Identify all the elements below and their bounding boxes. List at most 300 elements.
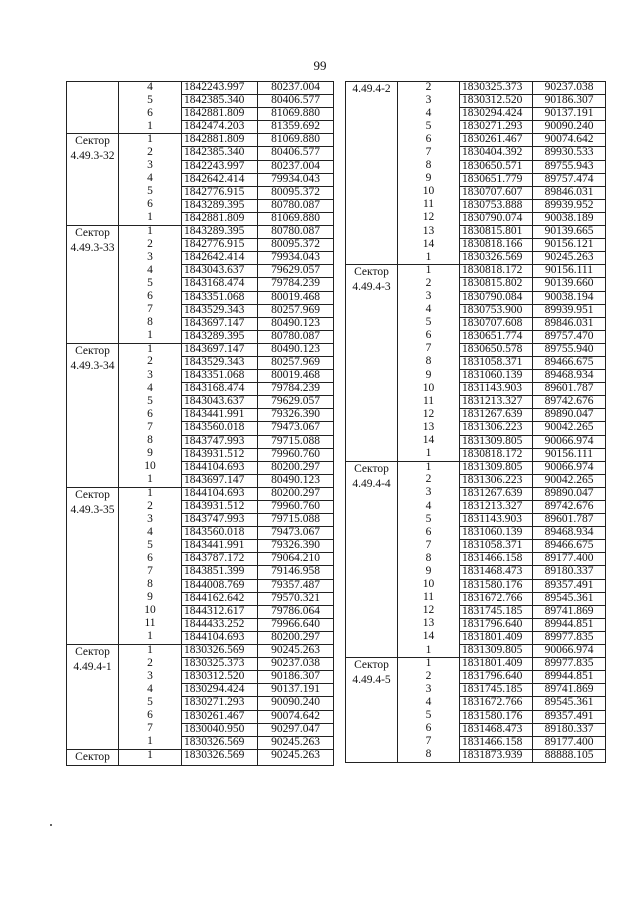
point-number-cell: 9	[398, 370, 460, 383]
point-number-cell: 7	[119, 304, 182, 317]
y-coordinate-cell: 79629.057	[258, 265, 334, 278]
point-number-cell: 5	[398, 317, 460, 330]
y-coordinate-cell: 79786.064	[258, 605, 334, 618]
x-coordinate-cell: 1830404.392	[460, 147, 533, 160]
y-coordinate-cell: 79715.088	[258, 514, 334, 527]
point-number-cell: 3	[119, 370, 182, 383]
x-coordinate-cell: 1830707.607	[460, 186, 533, 199]
point-number-cell: 8	[398, 749, 460, 762]
point-number-cell: 13	[398, 618, 460, 631]
x-coordinate-cell: 1844433.252	[182, 618, 258, 631]
y-coordinate-cell: 90066.974	[533, 645, 606, 658]
x-coordinate-cell: 1831873.939	[460, 749, 533, 762]
y-coordinate-cell: 90137.191	[258, 684, 334, 697]
point-number-cell: 6	[398, 330, 460, 343]
x-coordinate-cell: 1830325.373	[460, 82, 533, 95]
sector-label-cell: 4.49.4-2	[346, 82, 398, 265]
point-number-cell: 13	[398, 422, 460, 435]
y-coordinate-cell: 90038.189	[533, 212, 606, 225]
x-coordinate-cell: 1844104.693	[182, 487, 258, 500]
x-coordinate-cell: 1843351.068	[182, 291, 258, 304]
y-coordinate-cell: 89357.491	[533, 579, 606, 592]
x-coordinate-cell: 1830790.084	[460, 291, 533, 304]
y-coordinate-cell: 81069.880	[258, 212, 334, 225]
x-coordinate-cell: 1843168.474	[182, 383, 258, 396]
y-coordinate-cell: 89757.470	[533, 330, 606, 343]
point-number-cell: 3	[119, 160, 182, 173]
point-number-cell: 1	[398, 461, 460, 474]
y-coordinate-cell: 80490.123	[258, 343, 334, 356]
x-coordinate-cell: 1842243.997	[182, 82, 258, 95]
y-coordinate-cell: 79966.640	[258, 618, 334, 631]
point-number-cell: 2	[398, 671, 460, 684]
x-coordinate-cell: 1831058.371	[460, 540, 533, 553]
point-number-cell: 1	[119, 343, 182, 356]
point-number-cell: 10	[398, 186, 460, 199]
point-number-cell: 7	[398, 736, 460, 749]
y-coordinate-cell: 80019.468	[258, 370, 334, 383]
y-coordinate-cell: 90156.111	[533, 265, 606, 278]
y-coordinate-cell: 79784.239	[258, 278, 334, 291]
point-number-cell: 3	[398, 487, 460, 500]
point-number-cell: 4	[119, 82, 182, 95]
point-number-cell: 12	[398, 409, 460, 422]
x-coordinate-cell: 1830326.569	[182, 736, 258, 749]
y-coordinate-cell: 90237.038	[533, 82, 606, 95]
x-coordinate-cell: 1842243.997	[182, 160, 258, 173]
y-coordinate-cell: 81359.692	[258, 121, 334, 134]
x-coordinate-cell: 1843560.018	[182, 422, 258, 435]
point-number-cell: 5	[398, 121, 460, 134]
point-number-cell: 1	[119, 474, 182, 487]
point-number-cell: 8	[398, 160, 460, 173]
point-number-cell: 9	[119, 448, 182, 461]
y-coordinate-cell: 89177.400	[533, 553, 606, 566]
x-coordinate-cell: 1843289.395	[182, 330, 258, 343]
y-coordinate-cell: 89357.491	[533, 710, 606, 723]
y-coordinate-cell: 81069.880	[258, 108, 334, 121]
point-number-cell: 4	[119, 383, 182, 396]
x-coordinate-cell: 1843441.991	[182, 409, 258, 422]
x-coordinate-cell: 1831468.473	[460, 723, 533, 736]
y-coordinate-cell: 89180.337	[533, 723, 606, 736]
x-coordinate-cell: 1831466.158	[460, 553, 533, 566]
table-row	[67, 82, 334, 95]
y-coordinate-cell: 89930.533	[533, 147, 606, 160]
point-number-cell: 1	[119, 134, 182, 147]
point-number-cell: 6	[119, 710, 182, 723]
x-coordinate-cell: 1831672.766	[460, 697, 533, 710]
table-row	[346, 82, 606, 95]
x-coordinate-cell: 1830040.950	[182, 723, 258, 736]
y-coordinate-cell: 90245.263	[258, 645, 334, 658]
y-coordinate-cell: 79570.321	[258, 592, 334, 605]
x-coordinate-cell: 1830326.569	[460, 252, 533, 265]
y-coordinate-cell: 90090.240	[533, 121, 606, 134]
x-coordinate-cell: 1830818.166	[460, 239, 533, 252]
x-coordinate-cell: 1842642.414	[182, 252, 258, 265]
x-coordinate-cell: 1831745.185	[460, 684, 533, 697]
y-coordinate-cell: 90245.263	[533, 252, 606, 265]
y-coordinate-cell: 89939.952	[533, 199, 606, 212]
x-coordinate-cell: 1843168.474	[182, 278, 258, 291]
point-number-cell: 4	[119, 684, 182, 697]
y-coordinate-cell: 80200.297	[258, 461, 334, 474]
x-coordinate-cell: 1830294.424	[182, 684, 258, 697]
x-coordinate-cell: 1844312.617	[182, 605, 258, 618]
x-coordinate-cell: 1831801.409	[460, 631, 533, 644]
sector-label-cell: Сектор 4.49.4-3	[346, 265, 398, 461]
x-coordinate-cell: 1843043.637	[182, 265, 258, 278]
y-coordinate-cell: 89468.934	[533, 527, 606, 540]
sector-label-cell: Сектор 4.49.3-34	[67, 343, 119, 487]
sector-label-cell	[67, 82, 119, 134]
x-coordinate-cell: 1842776.915	[182, 186, 258, 199]
point-number-cell: 4	[119, 173, 182, 186]
point-number-cell: 4	[398, 304, 460, 317]
point-number-cell: 7	[119, 566, 182, 579]
point-number-cell: 1	[119, 212, 182, 225]
y-coordinate-cell: 89601.787	[533, 383, 606, 396]
y-coordinate-cell: 79715.088	[258, 435, 334, 448]
point-number-cell: 1	[119, 631, 182, 644]
x-coordinate-cell: 1830815.802	[460, 278, 533, 291]
y-coordinate-cell: 89742.676	[533, 501, 606, 514]
y-coordinate-cell: 89890.047	[533, 409, 606, 422]
coordinates-table-left	[66, 81, 334, 766]
x-coordinate-cell: 1844162.642	[182, 592, 258, 605]
y-coordinate-cell: 89741.869	[533, 684, 606, 697]
x-coordinate-cell: 1843747.993	[182, 514, 258, 527]
y-coordinate-cell: 79934.043	[258, 252, 334, 265]
y-coordinate-cell: 90186.307	[258, 671, 334, 684]
point-number-cell: 1	[398, 265, 460, 278]
x-coordinate-cell: 1830312.520	[182, 671, 258, 684]
y-coordinate-cell: 89944.851	[533, 671, 606, 684]
x-coordinate-cell: 1830753.888	[460, 199, 533, 212]
y-coordinate-cell: 89545.361	[533, 697, 606, 710]
point-number-cell: 6	[119, 108, 182, 121]
y-coordinate-cell: 89755.940	[533, 343, 606, 356]
point-number-cell: 8	[119, 435, 182, 448]
x-coordinate-cell: 1843529.343	[182, 356, 258, 369]
point-number-cell: 3	[119, 671, 182, 684]
y-coordinate-cell: 89468.934	[533, 370, 606, 383]
point-number-cell: 2	[398, 278, 460, 291]
x-coordinate-cell: 1831580.176	[460, 710, 533, 723]
x-coordinate-cell: 1830294.424	[460, 108, 533, 121]
y-coordinate-cell: 80406.577	[258, 147, 334, 160]
x-coordinate-cell: 1842881.809	[182, 108, 258, 121]
point-number-cell: 12	[398, 605, 460, 618]
y-coordinate-cell: 90038.194	[533, 291, 606, 304]
table-row	[67, 226, 334, 239]
table-row	[67, 645, 334, 658]
x-coordinate-cell: 1843787.172	[182, 553, 258, 566]
y-coordinate-cell: 90137.191	[533, 108, 606, 121]
x-coordinate-cell: 1831306.223	[460, 422, 533, 435]
x-coordinate-cell: 1831060.139	[460, 527, 533, 540]
point-number-cell: 4	[119, 265, 182, 278]
point-number-cell: 5	[119, 95, 182, 108]
y-coordinate-cell: 80780.087	[258, 330, 334, 343]
sector-label-cell: Сектор 4.49.3-32	[67, 134, 119, 226]
sector-label-cell: Сектор 4.49.4-1	[67, 645, 119, 750]
point-number-cell: 1	[119, 330, 182, 343]
y-coordinate-cell: 80490.123	[258, 474, 334, 487]
x-coordinate-cell: 1830271.293	[182, 697, 258, 710]
x-coordinate-cell: 1842474.203	[182, 121, 258, 134]
y-coordinate-cell: 80019.468	[258, 291, 334, 304]
point-number-cell: 1	[119, 121, 182, 134]
x-coordinate-cell: 1831060.139	[460, 370, 533, 383]
point-number-cell: 8	[398, 356, 460, 369]
y-coordinate-cell: 89939.951	[533, 304, 606, 317]
x-coordinate-cell: 1831796.640	[460, 618, 533, 631]
page-number: 99	[313, 58, 327, 73]
point-number-cell: 5	[398, 514, 460, 527]
point-number-cell: 14	[398, 435, 460, 448]
x-coordinate-cell: 1831309.805	[460, 461, 533, 474]
x-coordinate-cell: 1844104.693	[182, 461, 258, 474]
x-coordinate-cell: 1831309.805	[460, 435, 533, 448]
x-coordinate-cell: 1830818.172	[460, 265, 533, 278]
y-coordinate-cell: 79146.958	[258, 566, 334, 579]
y-coordinate-cell: 90186.307	[533, 95, 606, 108]
x-coordinate-cell: 1831267.639	[460, 409, 533, 422]
point-number-cell: 13	[398, 226, 460, 239]
x-coordinate-cell: 1842385.340	[182, 147, 258, 160]
x-coordinate-cell: 1831309.805	[460, 645, 533, 658]
sector-label-cell: Сектор 4.49.4-4	[346, 461, 398, 657]
y-coordinate-cell: 79629.057	[258, 396, 334, 409]
x-coordinate-cell: 1830650.578	[460, 343, 533, 356]
y-coordinate-cell: 79326.390	[258, 409, 334, 422]
stray-mark	[50, 824, 52, 826]
y-coordinate-cell: 89944.851	[533, 618, 606, 631]
point-number-cell: 9	[398, 173, 460, 186]
point-number-cell: 5	[119, 540, 182, 553]
point-number-cell: 4	[119, 527, 182, 540]
point-number-cell: 8	[119, 579, 182, 592]
point-number-cell: 9	[398, 566, 460, 579]
point-number-cell: 7	[119, 422, 182, 435]
x-coordinate-cell: 1843289.395	[182, 226, 258, 239]
point-number-cell: 6	[119, 409, 182, 422]
x-coordinate-cell: 1830326.569	[182, 749, 258, 765]
x-coordinate-cell: 1830815.801	[460, 226, 533, 239]
y-coordinate-cell: 79934.043	[258, 173, 334, 186]
point-number-cell: 1	[398, 658, 460, 671]
y-coordinate-cell: 90074.642	[533, 134, 606, 147]
y-coordinate-cell: 90042.265	[533, 422, 606, 435]
x-coordinate-cell: 1831466.158	[460, 736, 533, 749]
point-number-cell: 3	[398, 291, 460, 304]
point-number-cell: 5	[119, 697, 182, 710]
point-number-cell: 1	[119, 487, 182, 500]
x-coordinate-cell: 1843560.018	[182, 527, 258, 540]
point-number-cell: 1	[398, 252, 460, 265]
x-coordinate-cell: 1830312.520	[460, 95, 533, 108]
x-coordinate-cell: 1842881.809	[182, 212, 258, 225]
y-coordinate-cell: 90090.240	[258, 697, 334, 710]
y-coordinate-cell: 89977.835	[533, 658, 606, 671]
point-number-cell: 2	[119, 239, 182, 252]
point-number-cell: 2	[119, 356, 182, 369]
x-coordinate-cell: 1830651.774	[460, 330, 533, 343]
x-coordinate-cell: 1831796.640	[460, 671, 533, 684]
y-coordinate-cell: 80200.297	[258, 631, 334, 644]
y-coordinate-cell: 90156.111	[533, 448, 606, 461]
point-number-cell: 5	[119, 396, 182, 409]
x-coordinate-cell: 1830651.779	[460, 173, 533, 186]
y-coordinate-cell: 89466.675	[533, 540, 606, 553]
point-number-cell: 6	[119, 291, 182, 304]
point-number-cell: 11	[398, 396, 460, 409]
point-number-cell: 1	[398, 448, 460, 461]
x-coordinate-cell: 1831213.327	[460, 501, 533, 514]
table-row	[346, 461, 606, 474]
x-coordinate-cell: 1843351.068	[182, 370, 258, 383]
point-number-cell: 1	[119, 736, 182, 749]
sector-label-cell: Сектор 4.49.3-35	[67, 487, 119, 644]
x-coordinate-cell: 1831468.473	[460, 566, 533, 579]
y-coordinate-cell: 89890.047	[533, 487, 606, 500]
x-coordinate-cell: 1831306.223	[460, 474, 533, 487]
y-coordinate-cell: 90066.974	[533, 461, 606, 474]
y-coordinate-cell: 79960.760	[258, 448, 334, 461]
point-number-cell: 8	[398, 553, 460, 566]
point-number-cell: 2	[398, 474, 460, 487]
point-number-cell: 7	[398, 343, 460, 356]
y-coordinate-cell: 89741.869	[533, 605, 606, 618]
y-coordinate-cell: 89545.361	[533, 592, 606, 605]
y-coordinate-cell: 81069.880	[258, 134, 334, 147]
point-number-cell: 10	[119, 461, 182, 474]
y-coordinate-cell: 90297.047	[258, 723, 334, 736]
point-number-cell: 2	[119, 501, 182, 514]
y-coordinate-cell: 79326.390	[258, 540, 334, 553]
table-row	[67, 134, 334, 147]
point-number-cell: 10	[398, 383, 460, 396]
y-coordinate-cell: 90237.038	[258, 658, 334, 671]
point-number-cell: 1	[119, 226, 182, 239]
x-coordinate-cell: 1830650.571	[460, 160, 533, 173]
x-coordinate-cell: 1830271.293	[460, 121, 533, 134]
point-number-cell: 1	[398, 645, 460, 658]
y-coordinate-cell: 89757.474	[533, 173, 606, 186]
x-coordinate-cell: 1831267.639	[460, 487, 533, 500]
x-coordinate-cell: 1843697.147	[182, 317, 258, 330]
y-coordinate-cell: 88888.105	[533, 749, 606, 762]
x-coordinate-cell: 1831672.766	[460, 592, 533, 605]
point-number-cell: 6	[398, 723, 460, 736]
point-number-cell: 3	[398, 95, 460, 108]
x-coordinate-cell: 1831143.903	[460, 514, 533, 527]
point-number-cell: 10	[119, 605, 182, 618]
y-coordinate-cell: 90245.263	[258, 736, 334, 749]
x-coordinate-cell: 1830790.074	[460, 212, 533, 225]
point-number-cell: 14	[398, 239, 460, 252]
x-coordinate-cell: 1843697.147	[182, 474, 258, 487]
y-coordinate-cell: 89466.675	[533, 356, 606, 369]
point-number-cell: 14	[398, 631, 460, 644]
y-coordinate-cell: 80200.297	[258, 487, 334, 500]
point-number-cell: 5	[119, 278, 182, 291]
y-coordinate-cell: 90139.665	[533, 226, 606, 239]
x-coordinate-cell: 1831143.903	[460, 383, 533, 396]
y-coordinate-cell: 90074.642	[258, 710, 334, 723]
x-coordinate-cell: 1842385.340	[182, 95, 258, 108]
x-coordinate-cell: 1844104.693	[182, 631, 258, 644]
y-coordinate-cell: 89755.943	[533, 160, 606, 173]
x-coordinate-cell: 1831580.176	[460, 579, 533, 592]
table-row	[346, 658, 606, 671]
y-coordinate-cell: 89601.787	[533, 514, 606, 527]
point-number-cell: 3	[119, 514, 182, 527]
x-coordinate-cell: 1842642.414	[182, 173, 258, 186]
x-coordinate-cell: 1842881.809	[182, 134, 258, 147]
x-coordinate-cell: 1830326.569	[182, 645, 258, 658]
y-coordinate-cell: 90042.265	[533, 474, 606, 487]
point-number-cell: 7	[119, 723, 182, 736]
y-coordinate-cell: 79473.067	[258, 527, 334, 540]
x-coordinate-cell: 1843747.993	[182, 435, 258, 448]
x-coordinate-cell: 1843441.991	[182, 540, 258, 553]
x-coordinate-cell: 1830325.373	[182, 658, 258, 671]
x-coordinate-cell: 1843697.147	[182, 343, 258, 356]
point-number-cell: 4	[398, 108, 460, 121]
coordinates-table-right	[345, 81, 606, 763]
x-coordinate-cell: 1843931.512	[182, 448, 258, 461]
point-number-cell: 5	[398, 710, 460, 723]
x-coordinate-cell: 1830707.608	[460, 317, 533, 330]
y-coordinate-cell: 89846.031	[533, 186, 606, 199]
y-coordinate-cell: 80257.969	[258, 356, 334, 369]
x-coordinate-cell: 1843043.637	[182, 396, 258, 409]
y-coordinate-cell: 80257.969	[258, 304, 334, 317]
table-row	[67, 487, 334, 500]
y-coordinate-cell: 89177.400	[533, 736, 606, 749]
point-number-cell: 2	[398, 82, 460, 95]
y-coordinate-cell: 79960.760	[258, 501, 334, 514]
x-coordinate-cell: 1843851.399	[182, 566, 258, 579]
y-coordinate-cell: 80780.087	[258, 226, 334, 239]
point-number-cell: 11	[119, 618, 182, 631]
point-number-cell: 1	[119, 749, 182, 765]
sector-label-cell: Сектор	[67, 749, 119, 765]
y-coordinate-cell: 90156.121	[533, 239, 606, 252]
x-coordinate-cell: 1831058.371	[460, 356, 533, 369]
x-coordinate-cell: 1830818.172	[460, 448, 533, 461]
y-coordinate-cell: 89742.676	[533, 396, 606, 409]
x-coordinate-cell: 1842776.915	[182, 239, 258, 252]
y-coordinate-cell: 90245.263	[258, 749, 334, 765]
table-row	[346, 265, 606, 278]
y-coordinate-cell: 89180.337	[533, 566, 606, 579]
point-number-cell: 10	[398, 579, 460, 592]
x-coordinate-cell: 1831745.185	[460, 605, 533, 618]
point-number-cell: 11	[398, 199, 460, 212]
point-number-cell: 6	[398, 527, 460, 540]
y-coordinate-cell: 80095.372	[258, 186, 334, 199]
y-coordinate-cell: 79784.239	[258, 383, 334, 396]
point-number-cell: 6	[119, 199, 182, 212]
x-coordinate-cell: 1830261.467	[182, 710, 258, 723]
point-number-cell: 9	[119, 592, 182, 605]
point-number-cell: 7	[398, 147, 460, 160]
y-coordinate-cell: 80095.372	[258, 239, 334, 252]
